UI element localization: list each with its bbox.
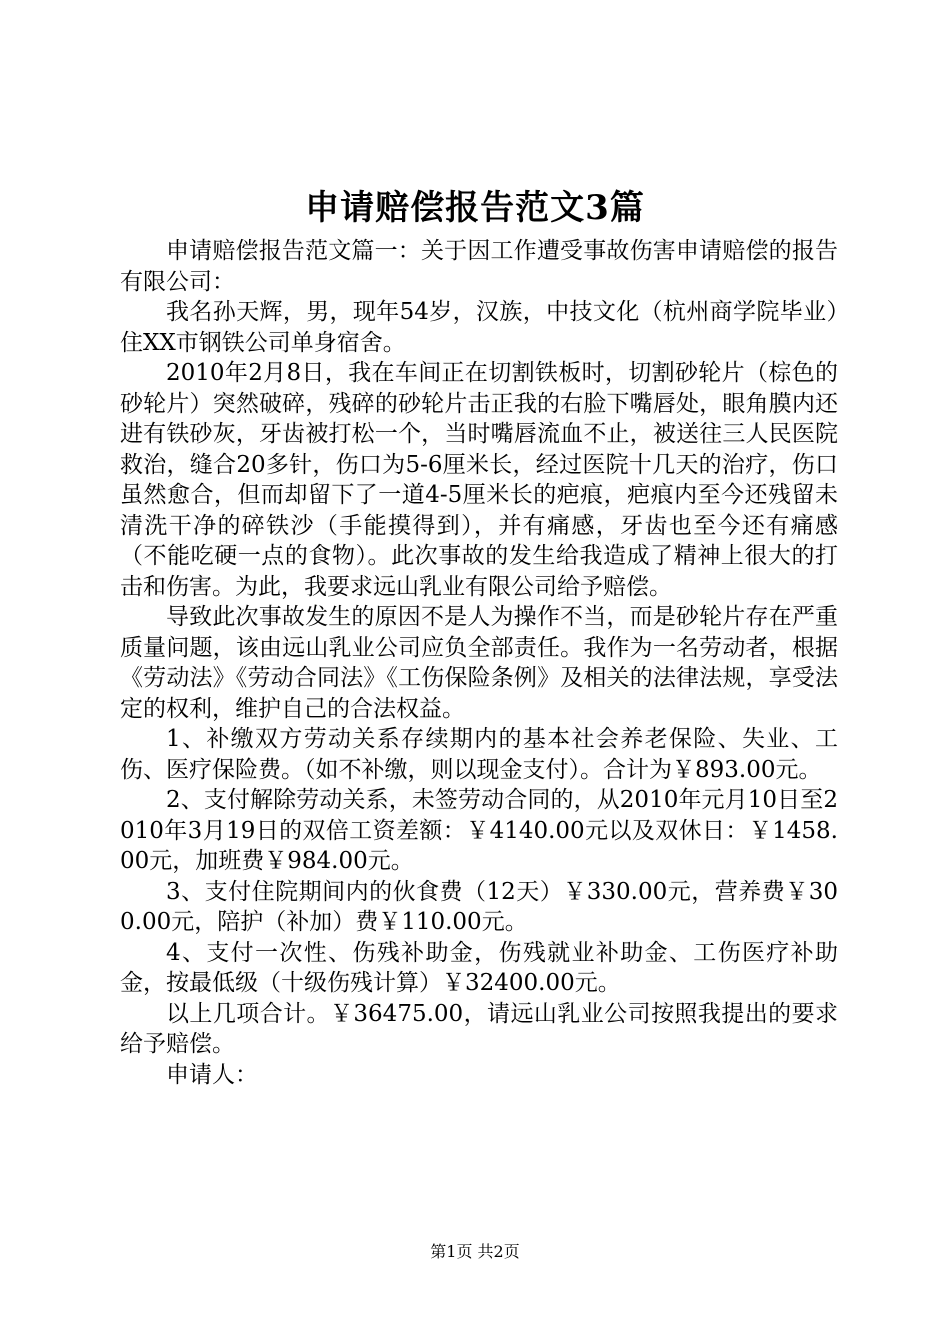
paragraph-intro: 申请赔偿报告范文篇一：关于因工作遭受事故伤害申请赔偿的报告有限公司： xyxy=(120,238,838,295)
paragraph-item-4: 4、支付一次性、伤残补助金，伤残就业补助金、工伤医疗补助金，按最低级（十级伤残计算）￥32400.00元。 xyxy=(120,939,838,996)
paragraph-total: 以上几项合计。￥36475.00，请远山乳业公司按照我提出的要求给予赔偿。 xyxy=(120,1000,838,1057)
page-indicator: 第1页 共2页 xyxy=(430,1242,520,1261)
document-title: 申请赔偿报告范文3篇 xyxy=(305,188,645,228)
paragraph-item-3: 3、支付住院期间内的伙食费（12天）￥330.00元，营养费￥300.00元，陪护（补加）费￥110.00元。 xyxy=(120,878,838,935)
document-body xyxy=(120,236,838,1090)
paragraph-item-2: 2、支付解除劳动关系，未签劳动合同的，从2010年元月10日至2010年3月19日的双倍工资差额：￥4140.00元以及双休日：￥1458.00元，加班费￥984.00元。 xyxy=(120,787,838,874)
paragraph-item-1: 1、补缴双方劳动关系存续期内的基本社会养老保险、失业、工伤、医疗保险费。（如不补缴，则以现金支付）。合计为￥893.00元。 xyxy=(120,726,838,783)
paragraph-incident: 2010年2月8日，我在车间正在切割铁板时，切割砂轮片（棕色的砂轮片）突然破碎，残碎的砂轮片击正我的右脸下嘴唇处，眼角膜内还进有铁砂灰，牙齿被打松一个，当时嘴唇流血不止，被送往三人民医院救治，缝合20多针，伤口为5-6厘米长，经过医院十几天的治疗，伤口虽然愈合，但而却留下了一道4-5厘米长的疤痕，疤痕内至今还残留未清洗干净的碎铁沙（手能摸得到），并有痛感，牙齿也至今还有痛感（不能吃硬一点的食物）。此次事故的发生给我造成了精神上很大的打击和伤害。为此，我要求远山乳业有限公司给予赔偿。 xyxy=(120,360,838,600)
paragraph-responsibility: 导致此次事故发生的原因不是人为操作不当，而是砂轮片存在严重质量问题，该由远山乳业公司应负全部责任。我作为一名劳动者，根据《劳动法》《劳动合同法》《工伤保险条例》及相关的法律法规，享受法定的权利，维护自己的合法权益。 xyxy=(120,604,838,722)
paragraph-applicant: 申请人： xyxy=(166,1061,258,1088)
paragraph-personal-info: 我名孙天辉，男，现年54岁，汉族，中技文化（杭州商学院毕业）住XX市钢铁公司单身宿舍。 xyxy=(120,299,838,356)
